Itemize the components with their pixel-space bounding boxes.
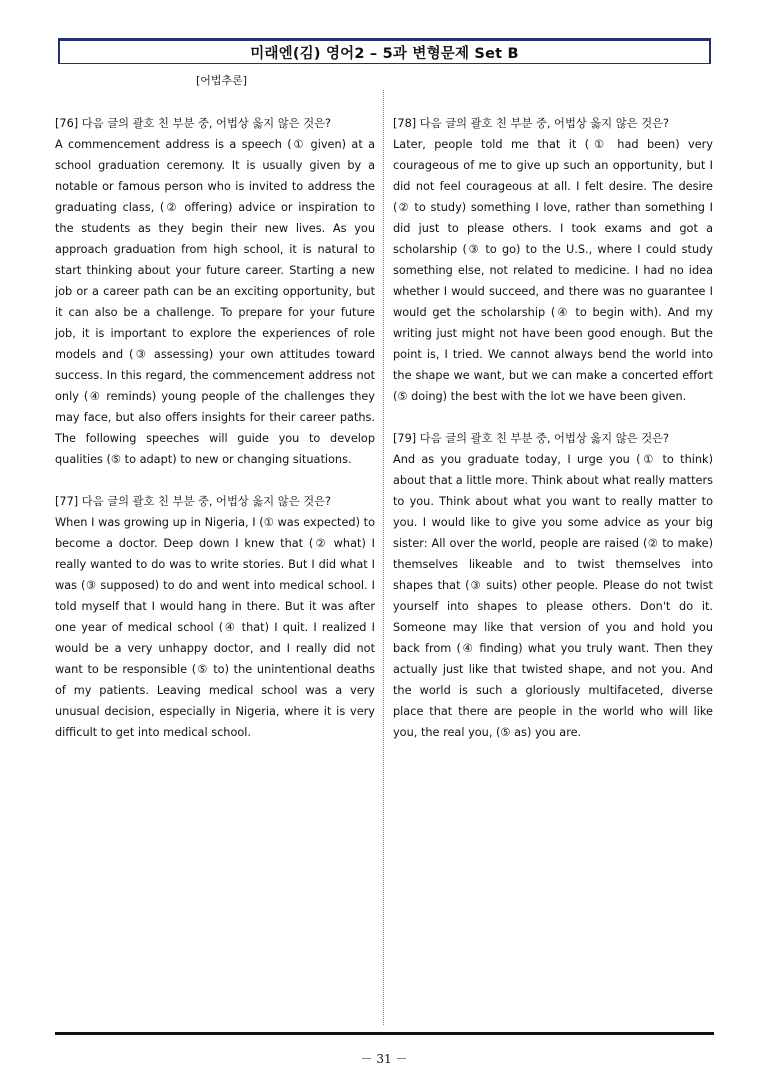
question-passage: Later, people told me that it (① had been) very courageous of me to give up such an opportunity, but I did not feel courageous at all. I felt desire. The desire (② to study) something I love, rather than something I did just to please others. I took exams and got a scholarship (③ to go) to the U.S., where I could study something else, not related to medicine. I had no idea whether I would succeed, and there was no guarantee I would get the scholarship (④ to begin with). And my writing just might not have been good enough. But the point is, I tried. We cannot always bend the world into the shape we want, but we can make a concerted effort (⑤ doing) the best with the lot we have been given. [393,138,713,403]
question-heading: [78] 다음 글의 괄호 친 부분 중, 어법상 옳지 않은 것은? [393,117,670,130]
column-divider [383,90,384,1025]
section-tag: [어법추론] [196,74,248,87]
left-column [55,113,375,764]
question-77 [55,491,375,743]
question-heading: [79] 다음 글의 괄호 친 부분 중, 어법상 옳지 않은 것은? [393,432,670,445]
page-header [58,38,711,64]
question-78 [393,113,713,407]
question-passage: When I was growing up in Nigeria, I (① was expected) to become a doctor. Deep down I knew that (② what) I really wanted to do was to write stories. But I did what I was (③ supposed) to do and went into medical school. I told myself that I would hang in there. But it was after one year of medical school (④ that) I quit. I realized I would be a very unhappy doctor, and I really did not want to be responsible (⑤ to) the unintentional deaths of my patients. Leaving medical school was a very unusual decision, especially in Nigeria, where it is very difficult to get into medical school. [55,516,375,739]
question-heading: [76] 다음 글의 괄호 친 부분 중, 어법상 옳지 않은 것은? [55,117,332,130]
footer-rule [55,1032,714,1035]
question-passage: A commencement address is a speech (① given) at a school graduation ceremony. It is usually given by a notable or famous person who is invited to address the graduating class, (② offering) advice or inspiration to the students as they begin their new lives. As you approach graduation from high school, it is natural to start thinking about your future career. Starting a new job or a career path can be an exciting opportunity, but it can also be a challenge. To prepare for your future job, it is important to explore the experiences of role models and (③ assessing) your own attitudes toward success. In this regard, the commencement address not only (④ reminds) young people of the challenges they may face, but also offers insights for their career paths. The following speeches will guide you to develop qualities (⑤ to adapt) to new or changing situations. [55,138,375,466]
page-title: 미래엔(김) 영어2 – 5과 변형문제 Set B [250,45,519,62]
question-76 [55,113,375,470]
question-79 [393,428,713,743]
question-heading: [77] 다음 글의 괄호 친 부분 중, 어법상 옳지 않은 것은? [55,495,332,508]
right-column [393,113,713,764]
page-number: － 31 － [360,1052,408,1066]
question-passage: And as you graduate today, I urge you (① to think) about that a little more. Think about what really matters to you. Think about what you want to really matter to you. I would like to give you some advice as your big sister: All over the world, people are raised (② to make) themselves likeable and to twist themselves into shapes that (③ suits) other people. Please do not twist yourself into shapes to please others. Don't do it. Someone may like that version of you and hold you back from (④ finding) what you truly want. Then they actually just like that twisted shape, and not you. And the world is such a gloriously multifaceted, diverse place that there are people in the world who will like you, the real you, (⑤ as) you are. [393,453,713,739]
